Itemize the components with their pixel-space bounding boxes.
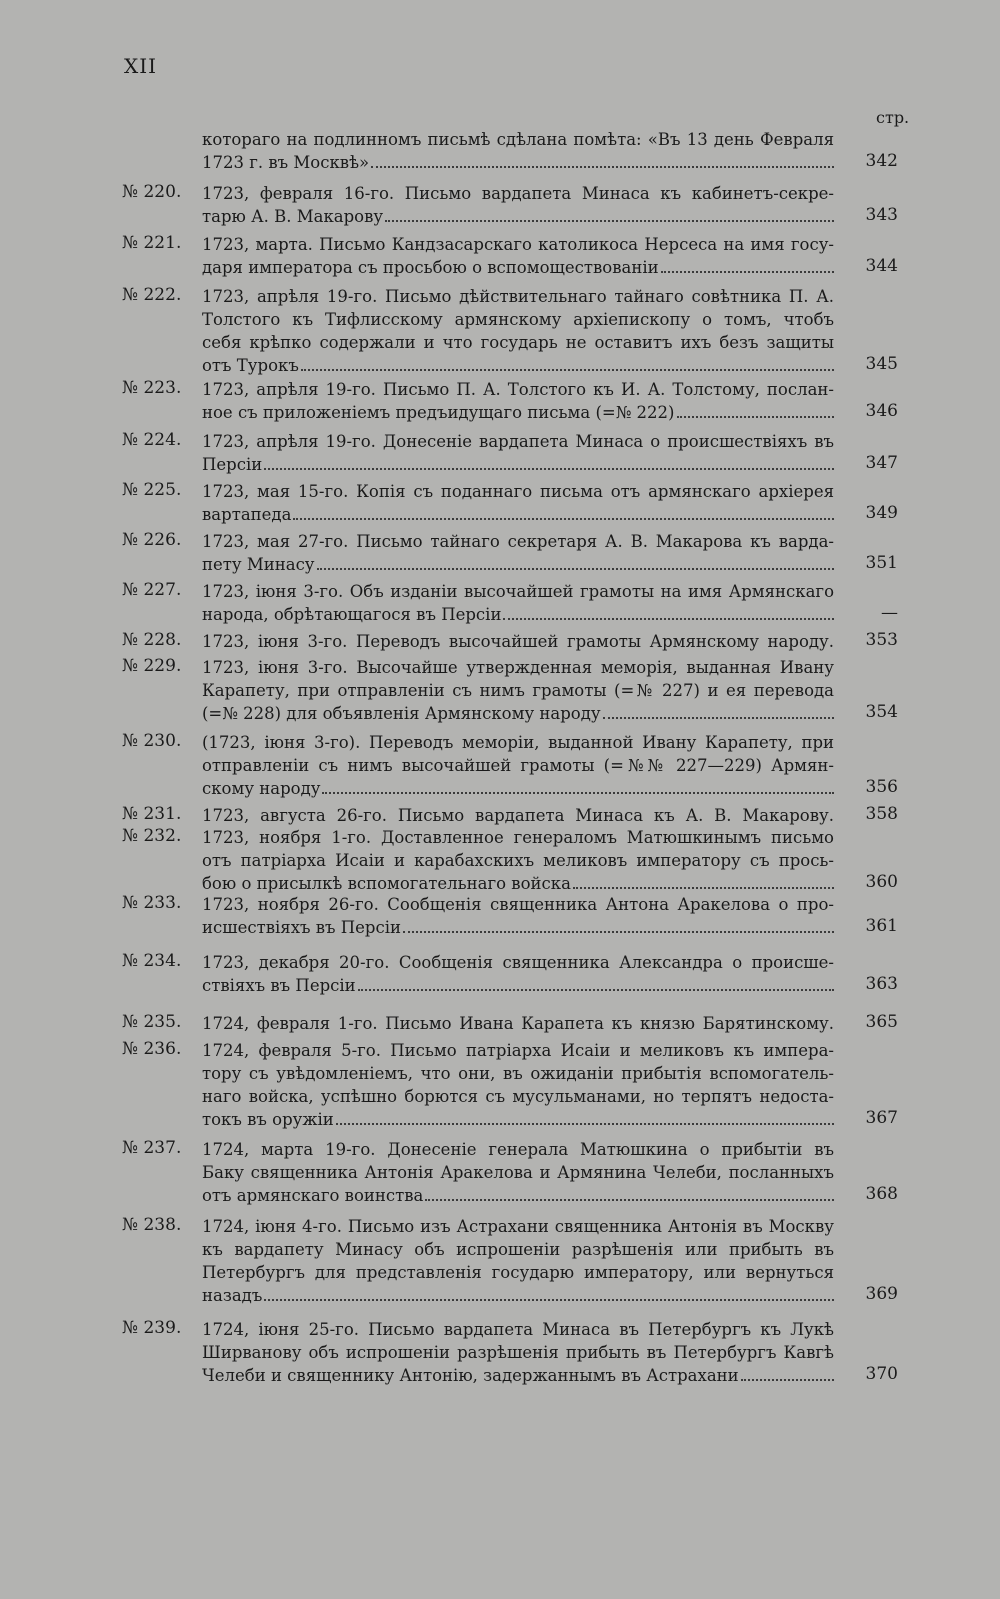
- entry-line: 1724, февраля 1-го. Письмо Ивана Карапета къ князю Барятинскому.: [202, 1014, 834, 1033]
- entry-line: 1723, іюня 3-го. Высочайше утвержденная меморія, выданная Ивану: [202, 658, 834, 677]
- entry-description: [202, 1215, 834, 1307]
- entry-line: 1723, мая 15-го. Копія съ поданнаго письма отъ армянскаго архіерея: [202, 482, 834, 501]
- page-column-label: стр.: [876, 108, 910, 127]
- entry-page: 343: [865, 205, 898, 225]
- dot-leader: [371, 152, 834, 168]
- entry-number: № 230.: [122, 731, 182, 751]
- entry-number: № 238.: [122, 1215, 182, 1235]
- entry-line: 1723, августа 26-го. Письмо вардапета Минаса къ А. В. Макарову.: [202, 806, 834, 825]
- entry-line: 1723, декабря 20-го. Сообщенія священника Александра о происше-: [202, 953, 834, 972]
- entry-page: 358: [865, 804, 898, 824]
- entry-line: 1723, апрѣля 19-го. Письмо дѣйствительнаго тайнаго совѣтника П. А.: [202, 287, 834, 306]
- entry-line: ное съ приложеніемъ предъидущаго письма (=№ 222): [202, 401, 834, 424]
- entry-line: скому народу: [202, 777, 834, 800]
- entry-description: [202, 182, 834, 228]
- entry-description: [202, 951, 834, 997]
- entry-description: [202, 893, 834, 939]
- entry-description: [202, 1012, 834, 1035]
- entry-description: [202, 285, 834, 377]
- entry-number: № 228.: [122, 630, 182, 650]
- dot-leader: [503, 604, 834, 620]
- entry-number: № 234.: [122, 951, 182, 971]
- entry-line: 1723, апрѣля 19-го. Письмо П. А. Толстого къ И. А. Толстому, послан-: [202, 380, 834, 399]
- entry-number: № 231.: [122, 804, 182, 824]
- entry-line: Челеби и священнику Антонію, задержаннымъ въ Астрахани: [202, 1364, 834, 1387]
- entry-line: себя крѣпко содержали и что государь не оставитъ ихъ безъ защиты: [202, 333, 834, 352]
- entry-line: 1724, марта 19-го. Донесеніе генерала Матюшкина о прибытіи въ: [202, 1140, 834, 1159]
- entry-description: [202, 630, 834, 653]
- dot-leader: [403, 917, 834, 933]
- entry-description: [202, 1318, 834, 1387]
- entry-description: [202, 378, 834, 424]
- dot-leader: [425, 1185, 834, 1201]
- entry-page: 356: [865, 777, 898, 797]
- entry-line: бою о присылкѣ вспомогательнаго войска: [202, 872, 834, 895]
- entry-description: [202, 1039, 834, 1131]
- dot-leader: [603, 703, 834, 719]
- dot-leader: [322, 778, 834, 794]
- entry-line: 1723 г. въ Москвѣ»: [202, 151, 834, 174]
- entry-line: исшествіяхъ въ Персіи: [202, 916, 834, 939]
- entry-number: № 237.: [122, 1138, 182, 1158]
- entry-line: отъ Турокъ: [202, 354, 834, 377]
- entry-page: 349: [865, 503, 898, 523]
- entry-description: [202, 430, 834, 476]
- entry-line: 1723, іюня 3-го. Переводъ высочайшей грамоты Армянскому народу.: [202, 632, 834, 651]
- entry-description: [202, 233, 834, 279]
- entry-line: (1723, іюня 3-го). Переводъ меморіи, выданной Ивану Карапету, при: [202, 733, 834, 752]
- entry-page: 342: [865, 151, 898, 171]
- dot-leader: [336, 1109, 834, 1125]
- entry-line: котораго на подлинномъ письмѣ сдѣлана помѣта: «Въ 13 день Февраля: [202, 130, 834, 149]
- entry-number: № 227.: [122, 580, 182, 600]
- entry-line: Персіи: [202, 453, 834, 476]
- entry-number: № 239.: [122, 1318, 182, 1338]
- entry-number: № 236.: [122, 1039, 182, 1059]
- dot-leader: [293, 504, 834, 520]
- entry-number: № 229.: [122, 656, 182, 676]
- entry-number: № 220.: [122, 182, 182, 202]
- entry-line: отъ армянскаго воинства: [202, 1184, 834, 1207]
- entry-line: назадъ: [202, 1284, 834, 1307]
- entry-line: ствіяхъ въ Персіи: [202, 974, 834, 997]
- entry-page: 354: [865, 702, 898, 722]
- entry-page: 346: [865, 401, 898, 421]
- entry-line: къ вардапету Минасу объ испрошеніи разрѣшенія или прибыть въ: [202, 1240, 834, 1259]
- entry-line: отправленіи съ нимъ высочайшей грамоты (=№№ 227—229) Армян-: [202, 756, 834, 775]
- entry-page: —: [881, 603, 898, 623]
- entry-description: [202, 826, 834, 895]
- entry-line: 1723, февраля 16-го. Письмо вардапета Минаса къ кабинетъ-секре-: [202, 184, 834, 203]
- entry-description: [202, 804, 834, 827]
- entry-line: 1723, ноября 26-го. Сообщенія священника Антона Аракелова о про-: [202, 895, 834, 914]
- entry-number: № 225.: [122, 480, 182, 500]
- dot-leader: [264, 454, 834, 470]
- entry-page: 344: [865, 256, 898, 276]
- dot-leader: [301, 355, 834, 371]
- entry-line: тарю А. В. Макарову: [202, 205, 834, 228]
- entry-line: 1724, іюня 25-го. Письмо вардапета Минаса въ Петербургъ къ Лукѣ: [202, 1320, 834, 1339]
- entry-description: [202, 1138, 834, 1207]
- entry-line: вартапеда: [202, 503, 834, 526]
- entry-line: народа, обрѣтающагося въ Персіи: [202, 603, 834, 626]
- entry-line: отъ патріарха Исаіи и карабахскихъ меликовъ императору съ прось-: [202, 851, 834, 870]
- entry-page: 370: [865, 1364, 898, 1384]
- entry-line: наго войска, успѣшно борются съ мусульманами, но терпятъ недоста-: [202, 1087, 834, 1106]
- page-number: XII: [124, 54, 158, 78]
- entry-line: 1723, марта. Письмо Кандзасарскаго католикоса Нерсеса на имя госу-: [202, 235, 834, 254]
- dot-leader: [573, 873, 834, 889]
- entry-description: [202, 656, 834, 725]
- entry-number: № 226.: [122, 530, 182, 550]
- entry-line: (=№ 228) для объявленія Армянскому народу: [202, 702, 834, 725]
- dot-leader: [677, 402, 835, 418]
- entry-line: 1724, февраля 5-го. Письмо патріарха Исаіи и меликовъ къ импера-: [202, 1041, 834, 1060]
- dot-leader: [741, 1365, 834, 1381]
- entry-page: 363: [865, 974, 898, 994]
- entry-line: Ширванову объ испрошеніи разрѣшенія прибыть въ Петербургъ Кавгѣ: [202, 1343, 834, 1362]
- entry-number: № 233.: [122, 893, 182, 913]
- entry-line: 1723, ноября 1-го. Доставленное генераломъ Матюшкинымъ письмо: [202, 828, 834, 847]
- entry-line: даря императора съ просьбою о вспомоществованіи: [202, 256, 834, 279]
- entry-description: [202, 530, 834, 576]
- dot-leader: [317, 554, 834, 570]
- entry-page: 360: [865, 872, 898, 892]
- entry-line: 1723, апрѣля 19-го. Донесеніе вардапета Минаса о происшествіяхъ въ: [202, 432, 834, 451]
- entry-line: Толстого къ Тифлисскому армянскому архіепископу о томъ, чтобъ: [202, 310, 834, 329]
- entry-line: Баку священника Антонія Аракелова и Армянина Челеби, посланныхъ: [202, 1163, 834, 1182]
- entry-line: пету Минасу: [202, 553, 834, 576]
- dot-leader: [358, 975, 834, 991]
- entry-page: 347: [865, 453, 898, 473]
- entry-line: токъ въ оружіи: [202, 1108, 834, 1131]
- entry-description: [202, 731, 834, 800]
- entry-line: 1723, мая 27-го. Письмо тайнаго секретаря А. В. Макарова къ варда-: [202, 532, 834, 551]
- entry-page: 351: [865, 553, 898, 573]
- entry-page: 365: [865, 1012, 898, 1032]
- entry-line: Карапету, при отправленіи съ нимъ грамоты (=№ 227) и ея перевода: [202, 681, 834, 700]
- dot-leader: [385, 206, 834, 222]
- entry-page: 353: [865, 630, 898, 650]
- entry-page: 345: [865, 354, 898, 374]
- entry-page: 368: [865, 1184, 898, 1204]
- entry-number: № 221.: [122, 233, 182, 253]
- entry-line: Петербургъ для представленія государю императору, или вернуться: [202, 1263, 834, 1282]
- entry-line: 1723, іюня 3-го. Объ изданіи высочайшей грамоты на имя Армянскаго: [202, 582, 834, 601]
- entry-number: № 222.: [122, 285, 182, 305]
- entry-number: № 224.: [122, 430, 182, 450]
- entry-line: тору съ увѣдомленіемъ, что они, въ ожиданіи прибытія вспомогатель-: [202, 1064, 834, 1083]
- entry-description: [202, 480, 834, 526]
- dot-leader: [661, 257, 834, 273]
- entry-number: № 223.: [122, 378, 182, 398]
- entry-line: 1724, іюня 4-го. Письмо изъ Астрахани священника Антонія въ Москву: [202, 1217, 834, 1236]
- entry-page: 367: [865, 1108, 898, 1128]
- entry-description: [202, 128, 834, 174]
- dot-leader: [264, 1285, 834, 1301]
- entry-page: 369: [865, 1284, 898, 1304]
- entry-number: № 235.: [122, 1012, 182, 1032]
- entry-page: 361: [865, 916, 898, 936]
- entry-description: [202, 580, 834, 626]
- entry-number: № 232.: [122, 826, 182, 846]
